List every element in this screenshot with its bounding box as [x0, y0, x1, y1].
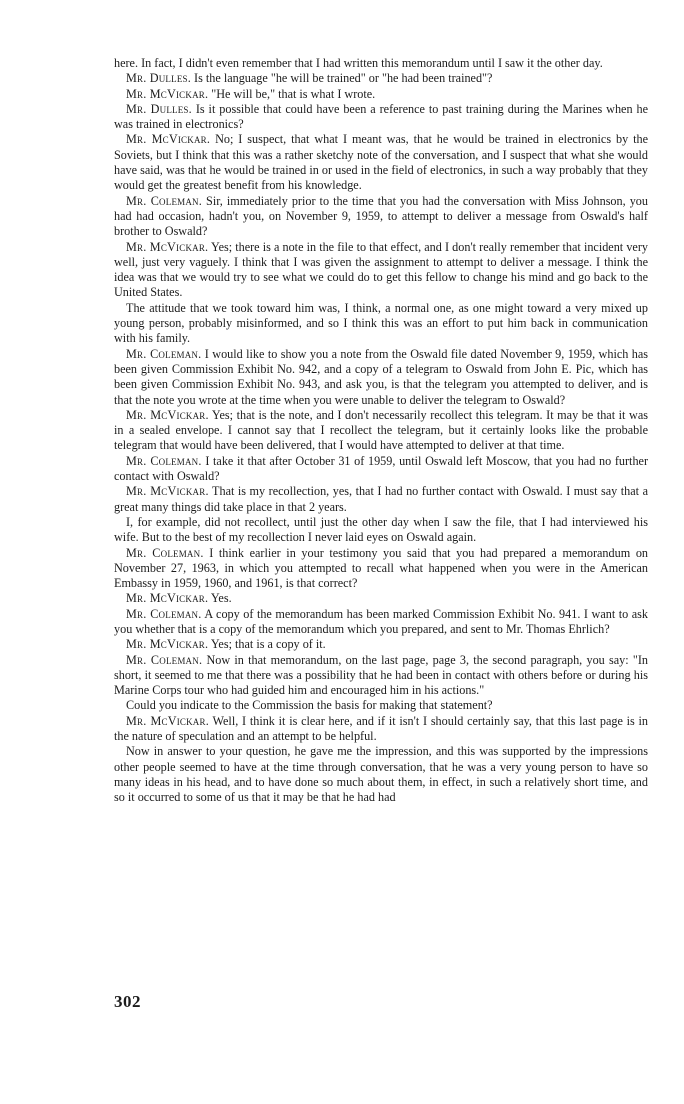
paragraph: Now in answer to your question, he gave me the impression, and this was supported by the impressions other people seemed to have at the time through conversation, that he was a very young person to have so many ideas in his head, and to have done so much about them, in effect, in such a relatively short time, and so it occurred to some of us that it may be that he had had — [114, 744, 648, 805]
paragraph: Mr. Coleman. Now in that memorandum, on the last page, page 3, the second paragraph, you say: "In short, it seemed to me that there was a possibility that he had been in contact with others before or during his Marine Corps tour who had guided him and encouraged him in his actions." — [114, 652, 648, 698]
paragraph: here. In fact, I didn't even remember that I had written this memorandum until I saw it the other day. — [114, 56, 603, 70]
speaker-label: Mr. McVickar. — [126, 239, 209, 254]
paragraph: Mr. McVickar. Yes. — [126, 591, 232, 606]
speaker-label: Mr. McVickar. — [126, 132, 211, 147]
paragraph: Mr. McVickar. Yes; that is a copy of it. — [126, 637, 326, 652]
testimony-text — [114, 56, 648, 806]
speaker-label: Mr. Dulles. — [126, 101, 192, 116]
speaker-label: Mr. McVickar. — [126, 591, 209, 606]
speaker-label: Mr. McVickar. — [126, 484, 209, 499]
paragraph: Could you indicate to the Commission the basis for making that statement? — [126, 698, 493, 713]
speaker-label: Mr. McVickar. — [126, 86, 209, 101]
paragraph: Mr. Coleman. Sir, immediately prior to the time that you had the conversation with Miss Johnson, you had had occasion, hadn't you, on November 9, 1959, to attempt to deliver a message from Oswald's half brother to Oswald? — [114, 193, 648, 239]
paragraph: The attitude that we took toward him was, I think, a normal one, as one might toward a very mixed up young person, probably misinformed, and so I think this was an effort to put him back in communication with his family. — [114, 300, 648, 346]
paragraph: Mr. McVickar. Well, I think it is clear here, and if it isn't I should certainly say, that this last page is in the nature of speculation and an attempt to be helpful. — [114, 713, 648, 744]
speaker-label: Mr. Dulles. — [126, 71, 191, 86]
paragraph: Mr. McVickar. "He will be," that is what I wrote. — [126, 86, 376, 101]
paragraph: Mr. McVickar. Yes; that is the note, and I don't necessarily recollect this telegram. It may be that it was in a sealed envelope. I cannot say that I recollect the telegram, but it certainly looks like the probable telegram that would have been delivered, that I would have attempted to deliver at that time. — [114, 407, 648, 453]
paragraph: Mr. McVickar. That is my recollection, yes, that I had no further contact with Oswald. I must say that a great many things did take place in that 2 years. — [114, 484, 648, 514]
paragraph: Mr. Coleman. I would like to show you a note from the Oswald file dated November 9, 1959, which has been given Commission Exhibit No. 942, and a copy of a telegram to Oswald from John E. Pic, which has been given Commission Exhibit No. 943, and ask you, is that the telegram you attempted to deliver, and is that the note you wrote at the time when you were unable to deliver the telegram to Oswald? — [114, 346, 648, 407]
speaker-label: Mr. McVickar. — [126, 637, 209, 652]
speaker-label: Mr. Coleman. — [126, 545, 204, 560]
speaker-label: Mr. Coleman. — [126, 193, 202, 208]
speaker-label: Mr. Coleman. — [126, 652, 203, 667]
paragraph: Mr. McVickar. No; I suspect, that what I meant was, that he would be trained in electronics by the Soviets, but I think that this was a rather sketchy note of the conversation, and I suspect that what she would have said, was that he would be trained in or used in the field of electronics, in such a way probably that they would get the greatest benefit from his knowledge. — [114, 132, 649, 193]
speaker-label: Mr. Coleman. — [126, 453, 202, 468]
paragraph: Mr. McVickar. Yes; there is a note in the file to that effect, and I don't really remember that incident very well, just very vaguely. I think that I was given the assignment to attempt to deliver a message. I think the idea was that we would try to see what we could do to get this fellow to change his mind and go back to the United States. — [114, 239, 648, 300]
paragraph: Mr. Dulles. Is it possible that could have been a reference to past training during the Marines when he was trained in electronics? — [114, 101, 648, 132]
page-number: 302 — [114, 992, 141, 1011]
speaker-label: Mr. Coleman. — [126, 346, 202, 361]
paragraph: Mr. Dulles. Is the language "he will be trained" or "he had been trained"? — [126, 71, 493, 86]
speaker-label: Mr. McVickar. — [126, 407, 209, 422]
paragraph: Mr. Coleman. A copy of the memorandum has been marked Commission Exhibit No. 941. I want to ask you whether that is a copy of the memorandum which you prepared, and sent to Mr. Thomas Ehrlich? — [114, 606, 649, 636]
paragraph: Mr. Coleman. I think earlier in your testimony you said that you had prepared a memorandum on November 27, 1963, in which you attempted to recall what happened when you were in the American Embassy in 1959, 1960, and 1961, is that correct? — [114, 545, 649, 591]
speaker-label: Mr. McVickar. — [126, 713, 209, 728]
paragraph: Mr. Coleman. I take it that after October 31 of 1959, until Oswald left Moscow, that you had no further contact with Oswald? — [114, 453, 648, 484]
speaker-label: Mr. Coleman. — [126, 606, 202, 621]
paragraph: I, for example, did not recollect, until just the other day when I saw the file, that I had interviewed his wife. But to the best of my recollection I never laid eyes on Oswald again. — [114, 514, 648, 545]
